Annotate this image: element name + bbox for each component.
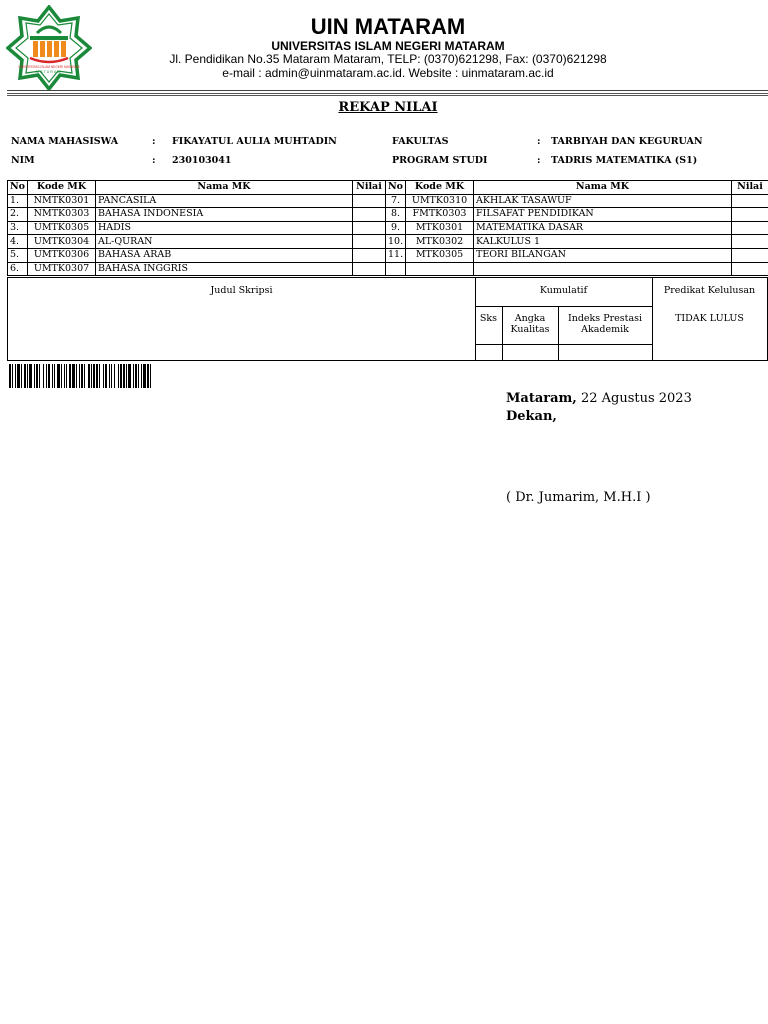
barcode-bar	[54, 364, 55, 388]
signatory-name: ( Dr. Jumarim, M.H.I )	[506, 490, 651, 505]
barcode-bar	[76, 364, 77, 388]
row-number: 4.	[8, 235, 28, 249]
nim-value: 230103041	[172, 155, 232, 166]
program-value: TADRIS MATEMATIKA (S1)	[551, 155, 698, 166]
row-number: 7.	[386, 194, 406, 208]
row-number	[386, 262, 406, 276]
column-header: Nilai	[732, 181, 768, 195]
course-name: PANCASILA	[96, 194, 353, 208]
barcode-bar	[29, 364, 32, 388]
course-code	[406, 262, 474, 276]
header-divider	[7, 90, 768, 96]
barcode-bar	[34, 364, 35, 388]
logo-caption: UNIVERSITAS ISLAM NEGERI MATARAM	[18, 65, 80, 69]
course-name: BAHASA INDONESIA	[96, 208, 353, 222]
barcode-bar	[27, 364, 28, 388]
course-code: UMTK0310	[406, 194, 474, 208]
quality-label: Angka Kualitas	[510, 313, 550, 335]
barcode-bar	[143, 364, 146, 388]
barcode-bar	[123, 364, 125, 388]
column-header: No	[8, 181, 28, 195]
column-header: Nilai	[353, 181, 386, 195]
row-number: 11.	[386, 248, 406, 262]
course-grade	[353, 248, 386, 262]
barcode-bar	[114, 364, 115, 388]
course-code: UMTK0304	[28, 235, 96, 249]
course-name: AL-QURAN	[96, 235, 353, 249]
course-name: AKHLAK TASAWUF	[474, 194, 732, 208]
course-grade	[353, 221, 386, 235]
course-name: BAHASA ARAB	[96, 248, 353, 262]
course-name: TEORI BILANGAN	[474, 248, 732, 262]
course-grade	[353, 194, 386, 208]
barcode-bar	[15, 364, 16, 388]
barcode-bar	[79, 364, 80, 388]
barcode-bar	[138, 364, 139, 388]
course-code: UMTK0306	[28, 248, 96, 262]
student-name-label: NAMA MAHASISWA	[11, 136, 119, 147]
barcode-bar	[64, 364, 65, 388]
row-number: 9.	[386, 221, 406, 235]
barcode-bar	[17, 364, 20, 388]
barcode-bar	[133, 364, 134, 388]
course-grade	[732, 194, 768, 208]
graduation-label: Predikat Kelulusan	[663, 285, 756, 296]
column-header: No	[386, 181, 406, 195]
faculty-value: TARBIYAH DAN KEGURUAN	[551, 136, 703, 147]
graduation-status: TIDAK LULUS	[675, 313, 744, 324]
summary-box	[7, 277, 768, 361]
column-header: Nama MK	[474, 181, 732, 195]
table-header-row	[8, 181, 768, 195]
identity-row-1	[11, 136, 761, 150]
row-number: 6.	[8, 262, 28, 276]
row-number: 5.	[8, 248, 28, 262]
barcode-bar	[120, 364, 122, 388]
course-code: UMTK0307	[28, 262, 96, 276]
barcode-bar	[118, 364, 119, 388]
barcode-bar	[46, 364, 47, 388]
institution-short-name: UIN MATARAM	[310, 14, 466, 39]
row-number: 3.	[8, 221, 28, 235]
barcode-bar	[128, 364, 131, 388]
table-row	[8, 262, 768, 276]
row-number: 8.	[386, 208, 406, 222]
barcode-bar	[135, 364, 137, 388]
thesis-title-label: Judul Skripsi	[210, 285, 273, 296]
course-grade	[732, 235, 768, 249]
barcode-bar	[52, 364, 53, 388]
barcode-bar	[12, 364, 13, 388]
barcode-bar	[141, 364, 142, 388]
separator: :	[152, 136, 156, 147]
barcode-bar	[99, 364, 100, 388]
barcode-bar	[147, 364, 149, 388]
course-grade	[732, 221, 768, 235]
barcode-bar	[84, 364, 85, 388]
course-code: FMTK0303	[406, 208, 474, 222]
table-row	[8, 194, 768, 208]
barcode-bar	[103, 364, 104, 388]
course-name: KALKULUS 1	[474, 235, 732, 249]
course-grade	[732, 248, 768, 262]
signature-date-value: 22 Agustus 2023	[580, 391, 692, 406]
course-name: BAHASA INGGRIS	[96, 262, 353, 276]
barcode-bar	[9, 364, 11, 388]
grades-table	[7, 180, 768, 276]
course-code: MTK0301	[406, 221, 474, 235]
course-code: MTK0305	[406, 248, 474, 262]
barcode-bar	[105, 364, 107, 388]
column-header: Kode MK	[28, 181, 96, 195]
faculty-label: FAKULTAS	[392, 136, 449, 147]
row-number: 10.	[386, 235, 406, 249]
cumulative-label: Kumulatif	[539, 285, 588, 296]
course-grade	[732, 262, 768, 276]
course-name	[474, 262, 732, 276]
divider	[475, 344, 652, 345]
course-name: MATEMATIKA DASAR	[474, 221, 732, 235]
barcode-bar	[81, 364, 83, 388]
institution-full-name: UNIVERSITAS ISLAM NEGERI MATARAM	[271, 39, 505, 53]
course-name: FILSAFAT PENDIDIKAN	[474, 208, 732, 222]
document-title: REKAP NILAI	[338, 100, 438, 115]
barcode-bar	[126, 364, 127, 388]
gpa-label: Indeks Prestasi Akademik	[567, 313, 643, 335]
barcode-bar	[24, 364, 26, 388]
barcode-bar	[61, 364, 62, 388]
barcode	[9, 364, 251, 388]
barcode-bar	[96, 364, 98, 388]
course-grade	[732, 208, 768, 222]
course-grade	[353, 235, 386, 249]
table-row	[8, 248, 768, 262]
barcode-bar	[39, 364, 40, 388]
barcode-bar	[57, 364, 60, 388]
barcode-bar	[21, 364, 22, 388]
separator: :	[537, 155, 541, 166]
course-code: MTK0302	[406, 235, 474, 249]
barcode-bar	[109, 364, 110, 388]
barcode-bar	[88, 364, 90, 388]
course-code: NMTK0303	[28, 208, 96, 222]
separator: :	[537, 136, 541, 147]
table-row	[8, 208, 768, 222]
barcode-bar	[69, 364, 71, 388]
table-row	[8, 221, 768, 235]
identity-row-2	[11, 155, 761, 169]
logo-caption-city: MATARAM	[36, 70, 62, 74]
barcode-bar	[66, 364, 67, 388]
student-name-value: FIKAYATUL AULIA MUHTADIN	[172, 136, 337, 147]
institution-contact: e-mail : admin@uinmataram.ac.id. Website : uinmataram.ac.id	[222, 66, 554, 80]
column-header: Nama MK	[96, 181, 353, 195]
course-grade	[353, 208, 386, 222]
row-number: 1.	[8, 194, 28, 208]
institution-address: Jl. Pendidikan No.35 Mataram Mataram, TELP: (0370)621298, Fax: (0370)621298	[169, 52, 607, 66]
signature-city: Mataram,	[506, 391, 577, 406]
separator: :	[152, 155, 156, 166]
column-header: Kode MK	[406, 181, 474, 195]
course-grade	[353, 262, 386, 276]
barcode-bar	[36, 364, 38, 388]
course-code: UMTK0305	[28, 221, 96, 235]
program-label: PROGRAM STUDI	[392, 155, 488, 166]
nim-label: NIM	[11, 155, 35, 166]
signature-date	[506, 391, 692, 406]
barcode-bar	[93, 364, 95, 388]
sks-label: Sks	[479, 313, 498, 324]
barcode-bar	[150, 364, 151, 388]
row-number: 2.	[8, 208, 28, 222]
course-name: HADIS	[96, 221, 353, 235]
barcode-bar	[111, 364, 112, 388]
signature-role: Dekan,	[506, 409, 557, 424]
table-row	[8, 235, 768, 249]
barcode-bar	[43, 364, 44, 388]
course-code: NMTK0301	[28, 194, 96, 208]
barcode-bar	[91, 364, 92, 388]
barcode-bar	[72, 364, 75, 388]
barcode-bar	[48, 364, 50, 388]
